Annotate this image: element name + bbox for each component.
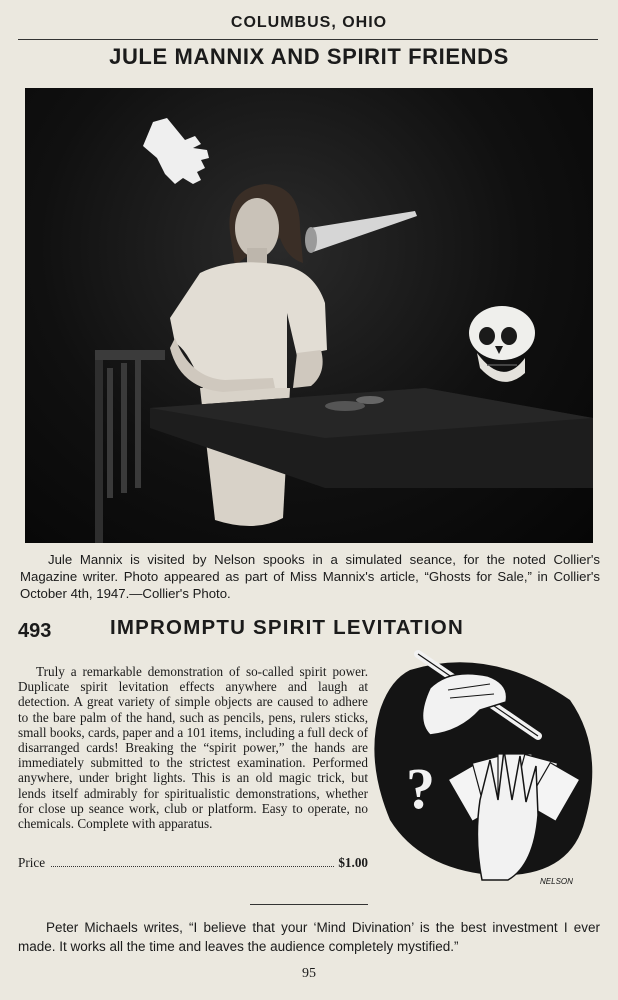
photo-caption: Jule Mannix is visited by Nelson spooks in a simulated seance, for the noted Collier's Magazine writer. Photo appeared as part of Miss Mannix's article, “Ghosts for Sale,” in Collier's October 4th, 1947.—Collier's Photo.	[20, 552, 600, 601]
levitation-illustration	[370, 640, 598, 890]
header-rule	[18, 39, 598, 40]
question-mark: ?	[406, 756, 435, 821]
page-number: 95	[302, 966, 316, 981]
price-row	[18, 855, 368, 871]
seance-photo	[25, 88, 593, 543]
levitation-drawing	[370, 640, 598, 890]
item-number: 493	[18, 620, 52, 642]
running-header: COLUMBUS, OHIO	[230, 14, 388, 31]
price-value: $1.00	[338, 855, 368, 870]
skull	[469, 306, 535, 382]
floating-glove	[143, 118, 209, 184]
artist-signature: NELSON	[540, 877, 573, 886]
seance-scene	[25, 88, 593, 543]
price-leader	[51, 866, 334, 867]
section-divider	[250, 904, 368, 905]
page-title: JULE MANNIX AND SPIRIT FRIENDS	[109, 44, 509, 69]
spirit-trumpet	[310, 211, 417, 252]
testimonial: Peter Michaels writes, “I believe that your ‘Mind Divination’ is the best investment I ever made. It works all the time and leaves the audience completely mystified.”	[18, 920, 600, 954]
item-description: Truly a remarkable demonstration of so-called spirit power. Duplicate spirit levitation effects anywhere and laugh at detection. A great variety of simple objects are caused to adhere to the bare palm of the hand, such as pencils, pens, rulers sticks, small books, cards, paper and a 101 items, including a full deck of disarranged cards! Breaking the “spirit power,” the hands are immediately submitted to the strictest examination. Performed anywhere, under bright lights. This is an old magic trick, but lends itself admirably for spiritualistic demonstrations, whether for close up seance work, club or platform. Easy to operate, no chemicals. Complete with apparatus.	[18, 664, 368, 832]
item-title: IMPROMPTU SPIRIT LEVITATION	[110, 616, 464, 639]
price-label: Price	[18, 855, 46, 870]
